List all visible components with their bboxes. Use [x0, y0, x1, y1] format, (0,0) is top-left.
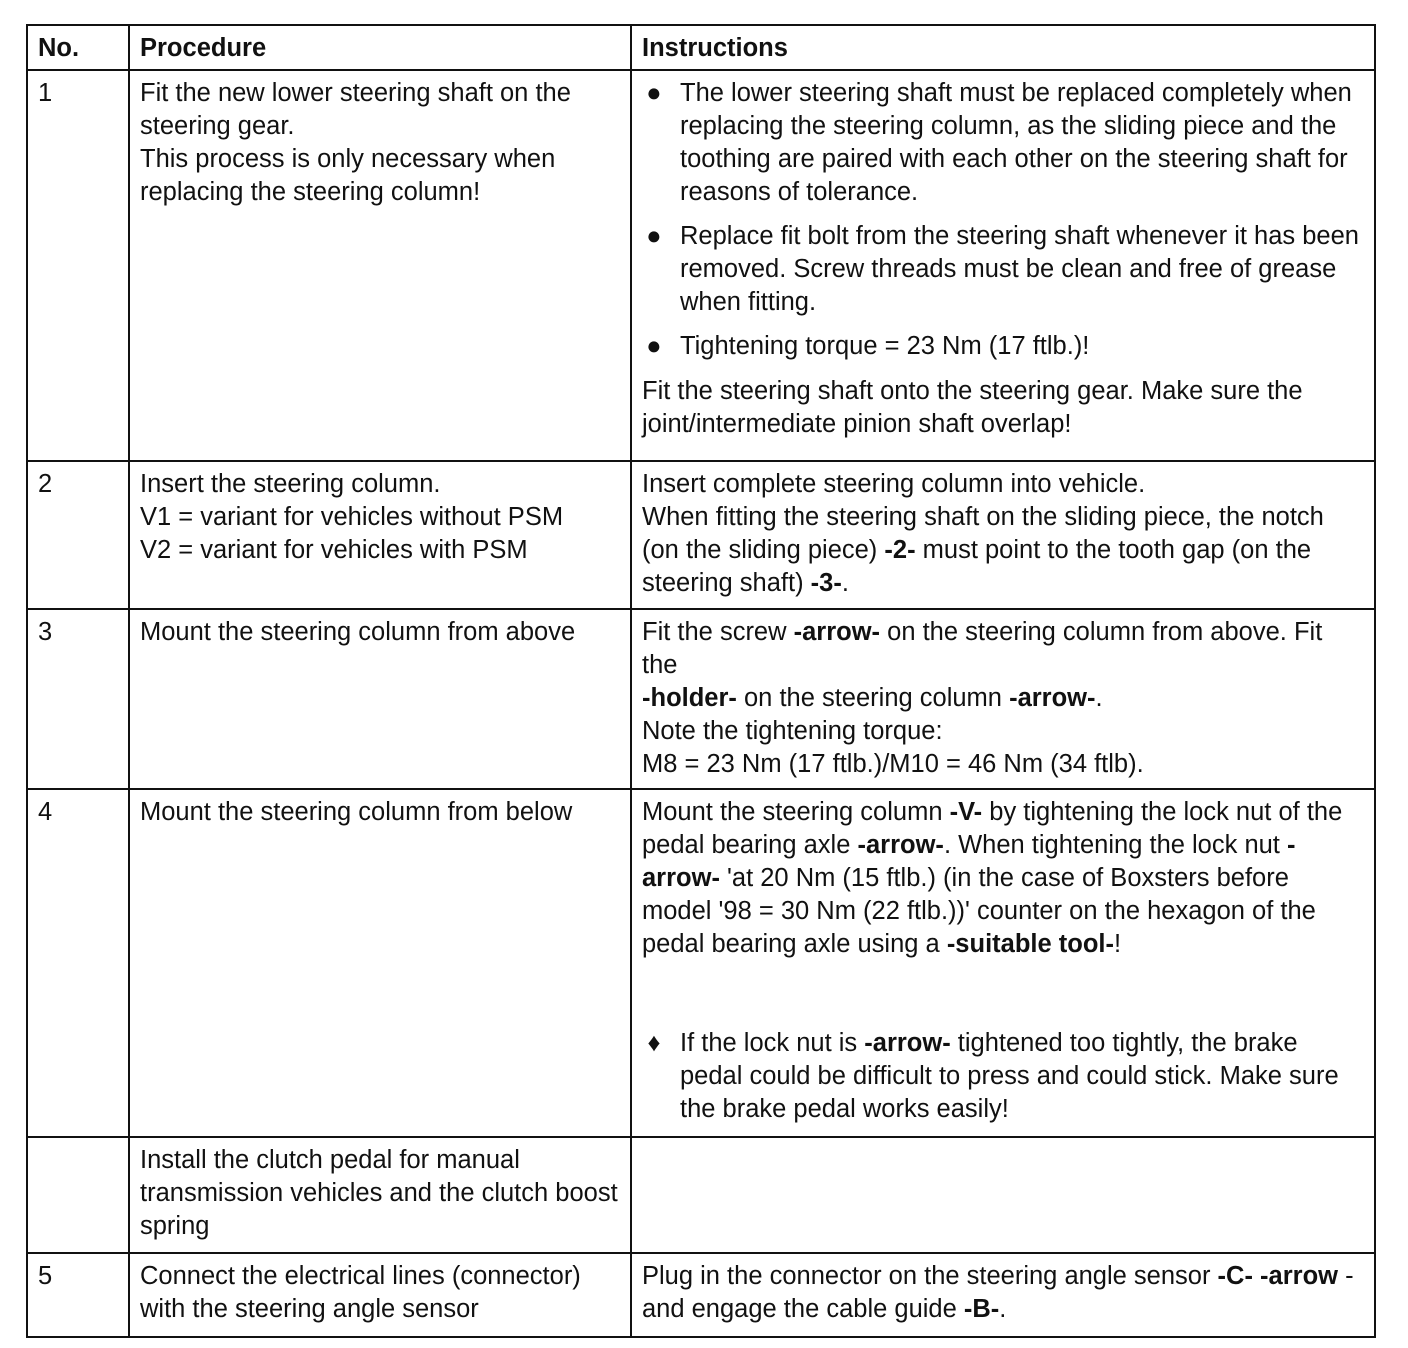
- header-procedure: Procedure: [129, 25, 631, 70]
- instruction-text-part: !: [1113, 930, 1122, 958]
- instruction-text-part: When fitting the steering shaft on the sliding piece, the notch (on the sliding piece): [642, 503, 1324, 564]
- step-number: 1: [27, 70, 129, 461]
- instructions-cell: [631, 461, 1375, 609]
- step-number: [27, 1137, 129, 1253]
- bullet-text: Tightening torque = 23 Nm (17 ftlb.)!: [680, 332, 1090, 360]
- reference-label: -arrow: [1260, 1262, 1338, 1290]
- procedure-cell: [129, 1137, 631, 1253]
- reference-label: -B-: [963, 1295, 1000, 1323]
- procedure-cell: [129, 1253, 631, 1337]
- procedure-text: Mount the steering column from below: [140, 798, 573, 826]
- instruction-bullet-list: [642, 1027, 1364, 1126]
- step-number: 5: [27, 1253, 129, 1337]
- procedure-cell: [129, 70, 631, 461]
- instruction-text-part: on the steering column: [736, 684, 1010, 712]
- reference-label: -arrow-: [864, 1029, 951, 1057]
- instruction-bullet-list: [642, 77, 1364, 363]
- bullet-icon: ●: [646, 222, 662, 250]
- procedure-text: This process is only necessary when replacing the steering column!: [140, 145, 556, 206]
- bullet-icon: ●: [646, 332, 662, 360]
- header-row: [27, 25, 1375, 70]
- step-number: 3: [27, 609, 129, 789]
- procedure-text: Install the clutch pedal for manual transmission vehicles and the clutch boost spring: [140, 1146, 618, 1240]
- procedure-text: Connect the electrical lines (connector) with the steering angle sensor: [140, 1262, 581, 1323]
- list-item: [642, 77, 1364, 209]
- instruction-note: Fit the steering shaft onto the steering gear. Make sure the joint/intermediate pinion shaft overlap!: [642, 377, 1303, 438]
- instructions-cell: [631, 789, 1375, 1137]
- reference-label: -arrow-: [857, 831, 944, 859]
- procedure-text: Mount the steering column from above: [140, 618, 576, 646]
- bullet-text: The lower steering shaft must be replaced completely when replacing the steering column, as the sliding piece and the toothing are paired with each other on the steering shaft for reasons of tolerance.: [680, 79, 1352, 206]
- instruction-text: [642, 682, 1364, 715]
- reference-label: -3-: [810, 569, 842, 597]
- instruction-text-part: Mount the steering column: [642, 798, 950, 826]
- instructions-cell: [631, 1253, 1375, 1337]
- step-number: 2: [27, 461, 129, 609]
- reference-label: -arrow-: [1009, 684, 1096, 712]
- reference-label: -arrow-: [642, 831, 1296, 892]
- bullet-text: tightened too tightly, the brake pedal could be difficult to press and could stick. Make sure the brake pedal works easily!: [680, 1029, 1339, 1123]
- bullet-text: Replace fit bolt from the steering shaft whenever it has been removed. Screw threads must be clean and free of grease when fitting.: [680, 222, 1359, 316]
- instruction-text-part: Fit the screw: [642, 618, 794, 646]
- instruction-text: [642, 1260, 1364, 1326]
- instruction-text-part: .: [1095, 684, 1103, 712]
- instruction-text: Note the tightening torque:: [642, 717, 943, 745]
- instruction-text-part: Plug in the connector on the steering angle sensor: [642, 1262, 1218, 1290]
- reference-label: -suitable tool-: [946, 930, 1114, 958]
- list-item: [642, 1027, 1364, 1126]
- instruction-text-part: must point to the tooth gap (on the steering shaft): [642, 536, 1312, 597]
- table-row: [27, 789, 1375, 1137]
- procedure-cell: [129, 789, 631, 1137]
- procedure-table: [26, 24, 1376, 1338]
- instruction-text-part: by tightening the lock nut of the pedal bearing axle: [642, 798, 1343, 859]
- step-number: 4: [27, 789, 129, 1137]
- instruction-text: [642, 501, 1364, 600]
- procedure-cell: [129, 609, 631, 789]
- instructions-cell: [631, 1137, 1375, 1253]
- reference-label: -V-: [949, 798, 983, 826]
- instructions-cell: [631, 609, 1375, 789]
- instruction-text-part: .: [999, 1295, 1007, 1323]
- procedure-text: Insert the steering column.: [140, 470, 441, 498]
- table-row: [27, 70, 1375, 461]
- instruction-text-part: .: [841, 569, 849, 597]
- instruction-text: [642, 796, 1364, 961]
- table-row: [27, 609, 1375, 789]
- instruction-text-part: - and engage the cable guide: [642, 1262, 1354, 1323]
- instruction-text-part: on the steering column from above. Fit the: [642, 618, 1323, 679]
- reference-label: -2-: [884, 536, 916, 564]
- bullet-text: If the lock nut is: [680, 1029, 865, 1057]
- table-row: [27, 461, 1375, 609]
- procedure-text: V2 = variant for vehicles with PSM: [140, 536, 528, 564]
- header-no: No.: [27, 25, 129, 70]
- list-item: [642, 330, 1364, 363]
- instruction-text-part: 'at 20 Nm (15 ftlb.) (in the case of Boxsters before model '98 = 30 Nm (22 ftlb.))' counter on the hexagon of the pedal bearing axle using a: [642, 864, 1316, 958]
- table-row: [27, 1253, 1375, 1337]
- table-row: [27, 1137, 1375, 1253]
- diamond-bullet-icon: ♦: [647, 1029, 661, 1057]
- instruction-text: M8 = 23 Nm (17 ftlb.)/M10 = 46 Nm (34 ftlb).: [642, 750, 1144, 778]
- reference-label: -arrow-: [793, 618, 881, 646]
- bullet-icon: ●: [646, 79, 662, 107]
- procedure-text: Fit the new lower steering shaft on the steering gear.: [140, 79, 571, 140]
- reference-label: -holder-: [642, 684, 737, 712]
- instruction-text-part: . When tightening the lock nut: [943, 831, 1287, 859]
- procedure-text: V1 = variant for vehicles without PSM: [140, 503, 564, 531]
- header-instructions: Instructions: [631, 25, 1375, 70]
- instruction-text: Insert complete steering column into vehicle.: [642, 470, 1146, 498]
- instructions-cell: [631, 70, 1375, 461]
- instruction-text-part: [1253, 1262, 1260, 1290]
- procedure-cell: [129, 461, 631, 609]
- reference-label: -C-: [1217, 1262, 1253, 1290]
- spacer: [642, 961, 1364, 1027]
- instruction-text: [642, 616, 1364, 682]
- list-item: [642, 220, 1364, 319]
